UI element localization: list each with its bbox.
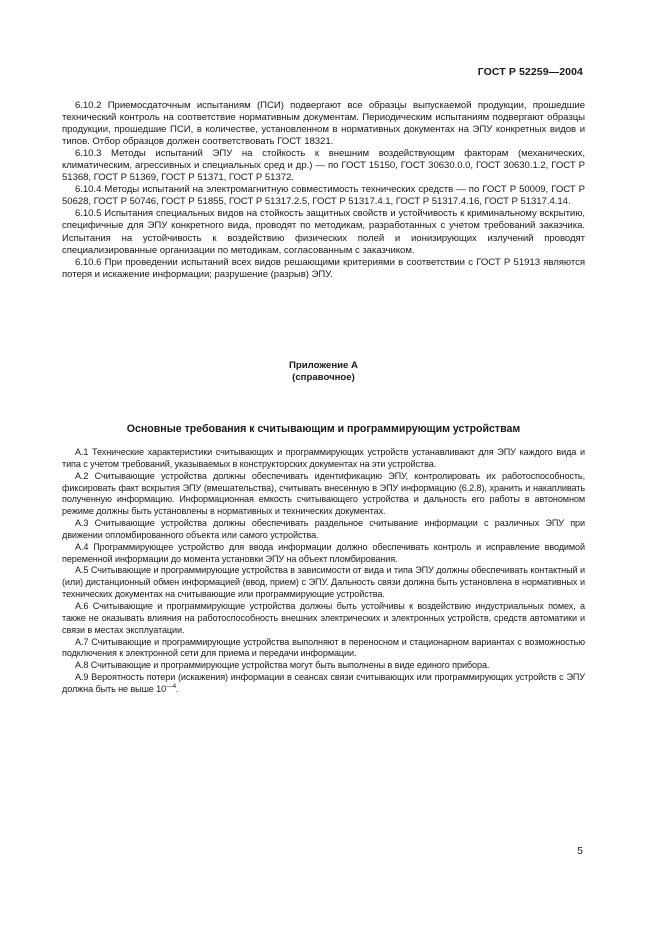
paragraph-a5: А.5 Считывающие и программирующие устройства в зависимости от вида и типа ЭПУ должны обеспечивать контактный и (или) дистанционный обмен информацией (ввод, прием) с ЭПУ. Дальность связи должна быть установлена в нормативных и технических документах на считывающие или программирующие устройства. bbox=[62, 565, 585, 600]
section-6-10 bbox=[62, 100, 585, 281]
paragraph-6-10-4: 6.10.4 Методы испытаний на электромагнитную совместимость технических средств — по ГОСТ Р 50009, ГОСТ Р 50628, ГОСТ Р 50746, ГОСТ Р 51855, ГОСТ Р 51317.2.5, ГОСТ Р 51317.4.1, ГОСТ Р 51317.4.16, ГОСТ Р 51317.4.14. bbox=[62, 184, 585, 208]
appendix-body bbox=[62, 447, 585, 696]
paragraph-a2: А.2 Считывающие устройства должны обеспечивать идентификацию ЭПУ, контролировать их работоспособность, фиксировать факт вскрытия ЭПУ (вмешательства), считывать внесенную в ЭПУ информацию (6.2.8), хранить и накапливать полученную информацию. Информационная емкость считывающего устройства и дальность его работы в автономном режиме должны быть установлены в нормативных и технических документах. bbox=[62, 470, 585, 517]
paragraph-6-10-2: 6.10.2 Приемосдаточным испытаниям (ПСИ) подвергают все образцы выпускаемой продукции, прошедшие технический контроль на соответствие нормативным документам. Периодическим испытаниям подвергают образцы продукции, прошедшие ПСИ, в количестве, установленном в нормативных документах на ЭПУ конкретных видов и типов. Отбор образцов должен соответствовать ГОСТ 18321. bbox=[62, 100, 585, 148]
appendix-label: Приложение А bbox=[289, 360, 358, 371]
paragraph-a6: А.6 Считывающие и программирующие устройства должны быть устойчивы к воздействию индустриальных помех, а также не оказывать влияния на работоспособность внешних электрических и электронных устройств, средств автоматики и связи в местах эксплуатации. bbox=[62, 600, 585, 635]
paragraph-a8: А.8 Считывающие и программирующие устройства могут быть выполнены в виде единого прибора. bbox=[75, 660, 490, 671]
paragraph-a9-end: . bbox=[176, 683, 179, 694]
page-number: 5 bbox=[577, 845, 583, 857]
exponent: —4 bbox=[166, 682, 177, 690]
paragraph-a7: А.7 Считывающие и программирующие устройства выполняют в переносном и стационарном вариантах с возможностью подключения к электронной сети для приема и передачи информации. bbox=[62, 636, 585, 659]
paragraph-6-10-3: 6.10.3 Методы испытаний ЭПУ на стойкость к внешним воздействующим факторам (механических, климатическим, агрессивных и специальных сред и др.) — по ГОСТ 15150, ГОСТ 30630.0.0, ГОСТ 30630.1.2, ГОСТ Р 51368, ГОСТ Р 51369, ГОСТ Р 51371, ГОСТ Р 51372. bbox=[62, 148, 585, 184]
paragraph-a1: А.1 Технические характеристики считывающих и программирующих устройств устанавливают для ЭПУ каждого вида и типа с учетом требований, указываемых в конструкторских документах на эти устройства. bbox=[62, 447, 585, 469]
paragraph-a9 bbox=[62, 672, 585, 696]
appendix-heading bbox=[62, 360, 585, 383]
appendix-kind: (справочное) bbox=[292, 371, 355, 383]
paragraph-a3: А.3 Считывающие устройства должны обеспечивать раздельное считывание информации с различных ЭПУ при движении опломбированного объекта или самого устройства. bbox=[62, 518, 585, 540]
paragraph-a4: А.4 Программирующее устройство для ввода информации должно обеспечивать контроль и исправление вводимой переменной информации до момента установки ЭПУ на объект пломбирования. bbox=[62, 541, 585, 564]
paragraph-6-10-6: 6.10.6 При проведении испытаний всех видов решающими критериями в соответствии с ГОСТ Р 51913 являются потеря и искажение информации; разрушение (разрыв) ЭПУ. bbox=[62, 256, 585, 280]
paragraph-6-10-5: 6.10.5 Испытания специальных видов на стойкость защитных свойств и устойчивость к криминальному вскрытию, специфичные для ЭПУ конкретного вида, проводят по методикам, разработанных с учетом требований заказчика. Испытания на устойчивость к воздействию физических полей и ионизирующих излучений проводят специализированные организации по методикам, согласованным с заказчиком. bbox=[62, 208, 585, 256]
document-code: ГОСТ Р 52259—2004 bbox=[477, 66, 583, 78]
paragraph-a9-text: А.9 Вероятность потери (искажения) информации в сеансах связи считывающих или программирующих устройств с ЭПУ должна быть не выше 10 bbox=[62, 672, 585, 694]
appendix-title: Основные требования к считывающим и программирующим устройствам bbox=[126, 423, 521, 435]
